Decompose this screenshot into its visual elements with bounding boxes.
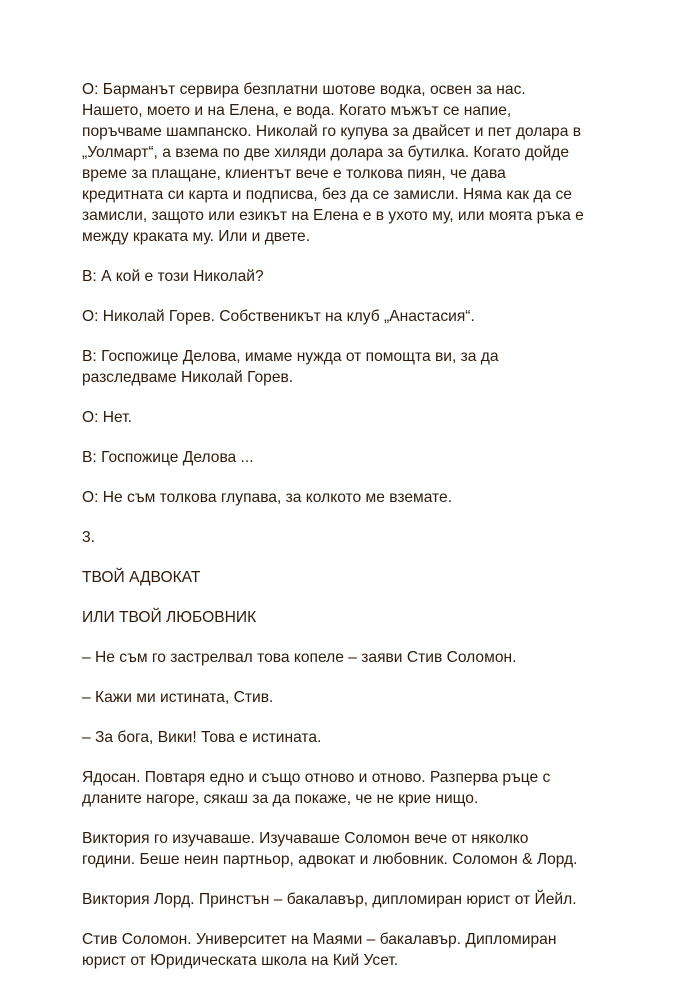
chapter-title-line-1: ТВОЙ АДВОКАТ bbox=[82, 569, 201, 586]
paragraph-17: Стив Соломон. Университет на Маями – бакалавър. Дипломиран юрист от Юридическата школа на Кий Усет. bbox=[82, 931, 557, 969]
paragraph-5: О: Нет. bbox=[82, 409, 132, 426]
paragraph-15: Виктория го изучаваше. Изучаваше Соломон вече от няколко години. Беше неин партньор, адвокат и любовник. Соломон & Лорд. bbox=[82, 830, 578, 868]
document-page bbox=[82, 79, 622, 990]
chapter-number: 3. bbox=[82, 529, 96, 546]
paragraph-11: – Не съм го застрелвал това копеле – заяви Стив Соломон. bbox=[82, 649, 517, 666]
paragraph-4: В: Госпожице Делова, имаме нужда от помощта ви, за да разследваме Николай Горев. bbox=[82, 348, 499, 386]
chapter-title-line-2: ИЛИ ТВОЙ ЛЮБОВНИК bbox=[82, 609, 257, 626]
paragraph-14: Ядосан. Повтаря едно и също отново и отново. Разперва ръце с дланите нагоре, сякаш за да покаже, че не крие нищо. bbox=[82, 769, 551, 807]
paragraph-6: В: Госпожице Делова ... bbox=[82, 449, 254, 466]
paragraph-16: Виктория Лорд. Принстън – бакалавър, дипломиран юрист от Йейл. bbox=[82, 891, 577, 908]
paragraph-7: О: Не съм толкова глупава, за колкото ме вземате. bbox=[82, 489, 453, 506]
paragraph-1: О: Барманът сервира безплатни шотове водка, освен за нас. Нашето, моето и на Елена, е вода. Когато мъжът се напие, поръчваме шампанско. Николай го купува за двайсет и пет долара в „Уолмарт“, а взема по две хиляди долара за бутилка. Когато дойде време за плащане, клиентът вече е толкова пиян, че дава кредитната си карта и подписва, без да се замисли. Няма как да се замисли, защото или езикът на Елена е в ухото му, или моята ръка е между краката му. Или и двете. bbox=[82, 81, 584, 245]
paragraph-2: В: А кой е този Николай? bbox=[82, 268, 264, 285]
paragraph-3: О: Николай Горев. Собственикът на клуб „Анастасия“. bbox=[82, 308, 475, 325]
paragraph-13: – За бога, Вики! Това е истината. bbox=[82, 729, 322, 746]
paragraph-12: – Кажи ми истината, Стив. bbox=[82, 689, 274, 706]
